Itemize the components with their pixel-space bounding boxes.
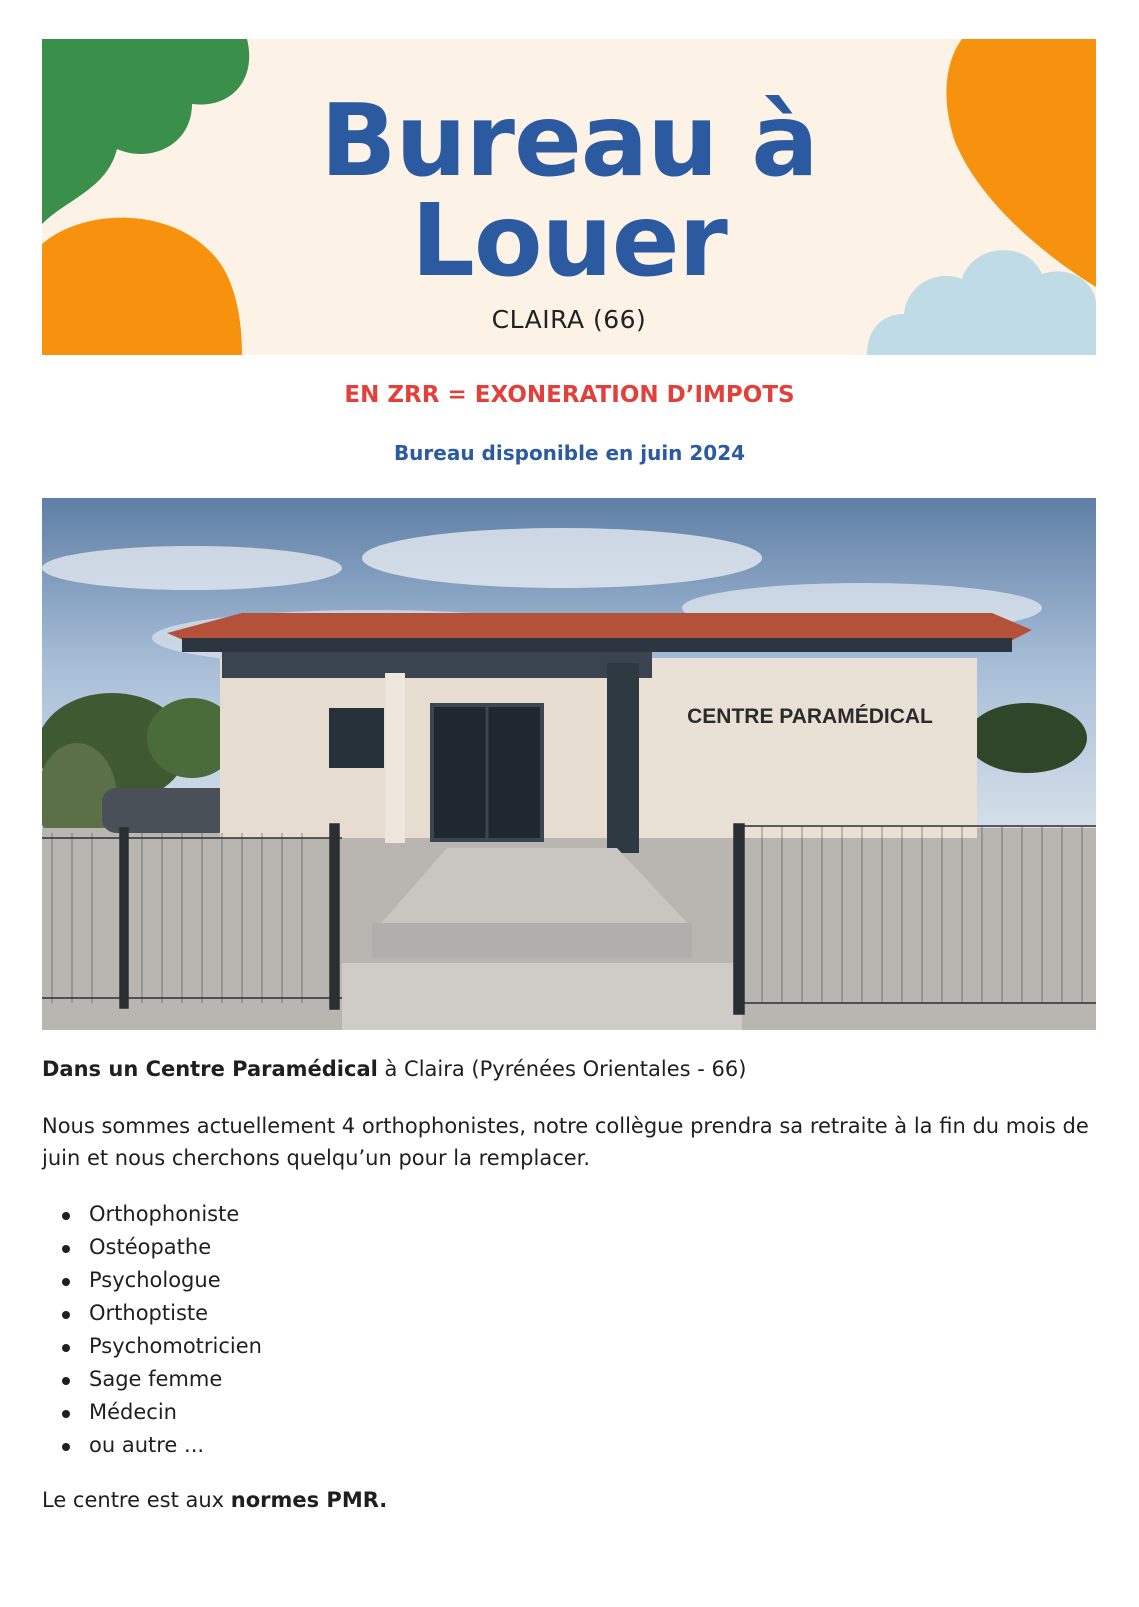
title-line-1: Bureau à (320, 82, 818, 199)
header-banner (42, 39, 1096, 355)
pmr-prefix: Le centre est aux (42, 1488, 231, 1512)
list-item: Orthophoniste (42, 1198, 262, 1231)
porch-roof-shadow (222, 648, 652, 678)
list-item: Sage femme (42, 1363, 262, 1396)
front-steps (372, 923, 692, 958)
intro-paragraph (42, 1054, 1102, 1084)
car (102, 788, 232, 833)
centre-sign: CENTRE PARAMÉDICAL (687, 705, 933, 728)
page-title (42, 82, 1096, 299)
cloud (362, 528, 762, 588)
dark-pillar (607, 663, 639, 853)
sidewalk (342, 963, 742, 1030)
list-item: ou autre ... (42, 1429, 262, 1462)
intro-bold: Dans un Centre Paramédical (42, 1057, 378, 1081)
description-paragraph: Nous sommes actuellement 4 orthophonistes, notre collègue prendra sa retraite à la fin du mois de juin et nous cherchons quelqu’un pour la remplacer. (42, 1114, 1089, 1170)
pmr-bold: normes PMR. (230, 1488, 388, 1512)
list-item: Orthoptiste (42, 1297, 262, 1330)
building-illustration (42, 498, 1096, 1030)
cloud (42, 546, 342, 590)
intro-rest: à Claira (Pyrénées Orientales - 66) (377, 1057, 747, 1081)
title-line-2: Louer (411, 182, 727, 299)
building-wall-right (637, 658, 977, 838)
list-item: Psychomotricien (42, 1330, 262, 1363)
location-label: CLAIRA (66) (491, 305, 647, 334)
tax-exemption-headline: EN ZRR = EXONERATION D’IMPOTS (344, 382, 795, 408)
roof-edge (182, 638, 1012, 652)
availability-label: Bureau disponible en juin 2024 (393, 441, 746, 465)
building-photo (42, 498, 1096, 1030)
list-item: Psychologue (42, 1264, 262, 1297)
profession-list (42, 1198, 262, 1462)
list-item: Ostéopathe (42, 1231, 262, 1264)
list-item: Médecin (42, 1396, 262, 1429)
tree (967, 703, 1087, 773)
pmr-statement (42, 1485, 387, 1515)
porch-column (385, 673, 405, 843)
window (329, 708, 384, 768)
